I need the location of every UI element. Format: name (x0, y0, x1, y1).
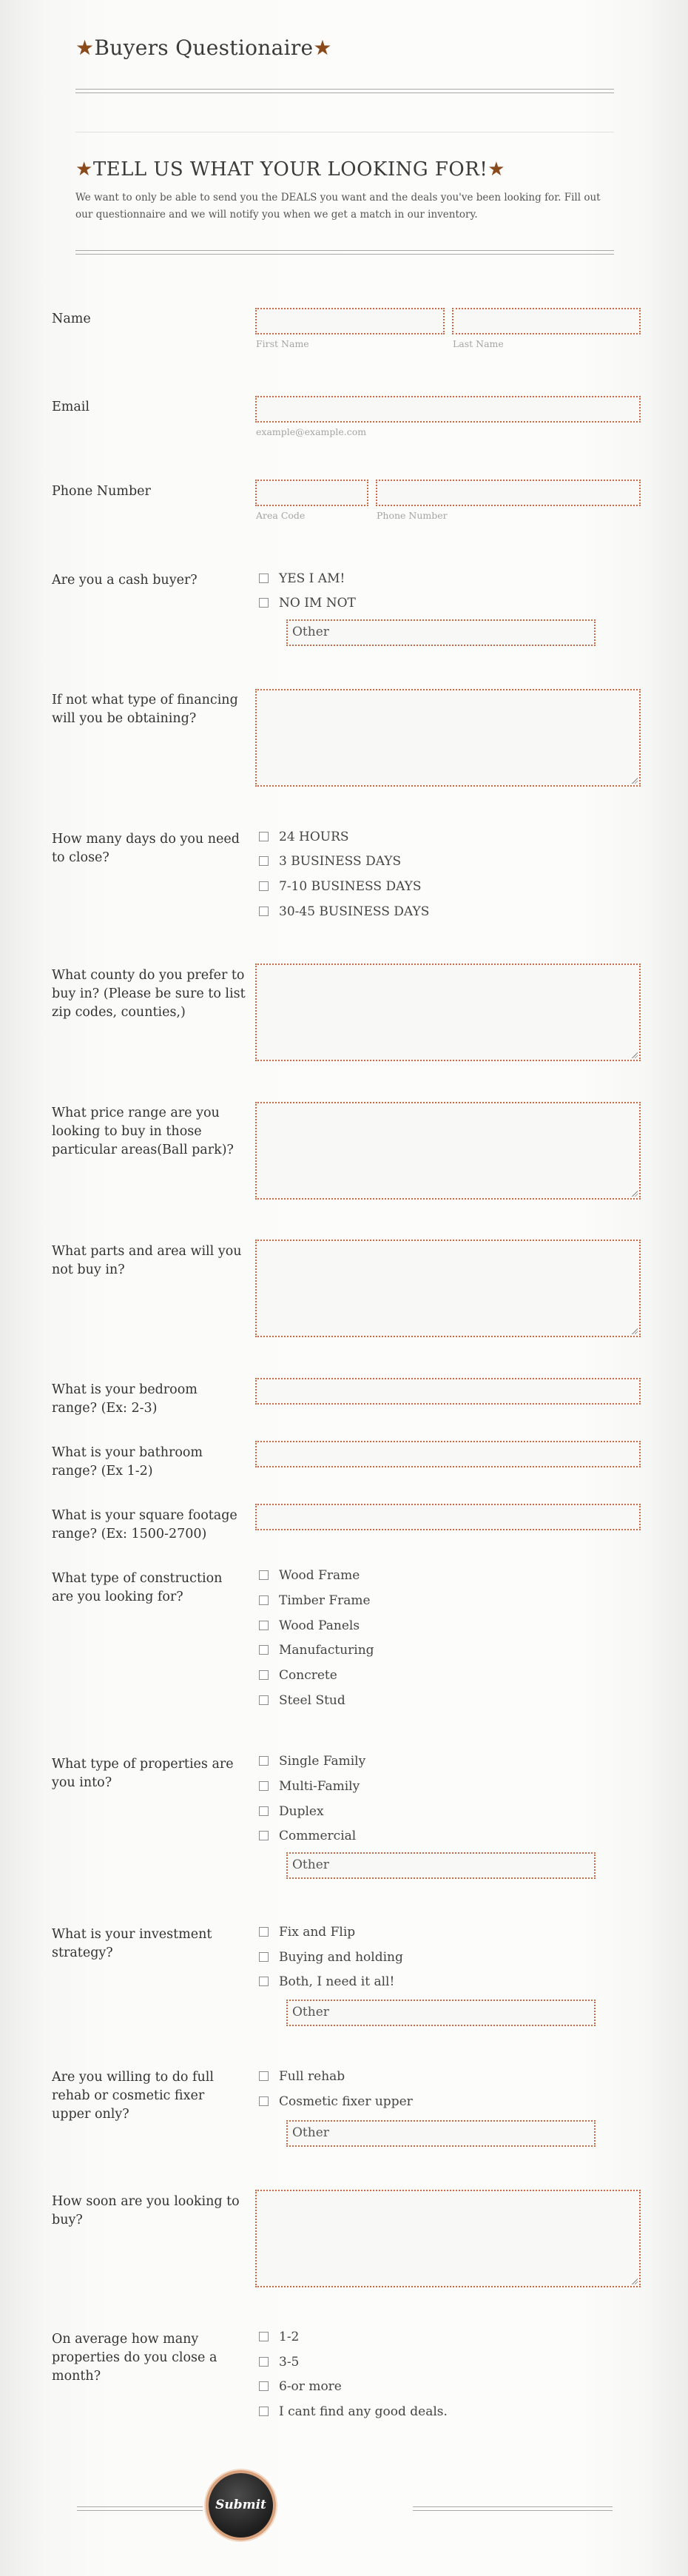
first-name-sublabel: First Name (256, 338, 309, 349)
bathroom-label: What is your bathroom range? (Ex 1-2) (52, 1445, 203, 1479)
checkbox[interactable] (259, 574, 269, 583)
checkbox[interactable] (259, 1595, 269, 1605)
option-label: Single Family (279, 1754, 366, 1769)
option-label: Manufacturing (279, 1643, 374, 1658)
form-title-text: Buyers Questionaire (94, 36, 314, 60)
checkbox[interactable] (259, 1977, 269, 1986)
option-label: Concrete (279, 1668, 337, 1683)
checkbox-option[interactable] (259, 2329, 299, 2345)
option-label: 1-2 (279, 2330, 300, 2344)
checkbox[interactable] (259, 1927, 269, 1937)
checkbox[interactable] (259, 2357, 269, 2367)
checkbox-option[interactable] (259, 1753, 365, 1769)
checkbox[interactable] (259, 1806, 269, 1816)
phone-label: Phone Number (52, 484, 151, 499)
construction-label: What type of construction are you looking for? (52, 1571, 223, 1604)
star-icon: ★ (488, 158, 506, 181)
checkbox[interactable] (259, 1695, 269, 1705)
checkbox-option[interactable] (259, 1949, 403, 1965)
checkbox-option[interactable] (259, 571, 345, 587)
checkbox-option[interactable] (259, 904, 429, 920)
option-label: NO IM NOT (279, 596, 356, 611)
option-label: 6-or more (279, 2379, 342, 2394)
checkbox-option[interactable] (259, 1567, 360, 1584)
bathroom-input[interactable] (255, 1441, 641, 1467)
bedroom-input[interactable] (255, 1378, 641, 1405)
checkbox[interactable] (259, 1952, 269, 1962)
county-textarea[interactable] (255, 964, 641, 1061)
area-code-input[interactable] (255, 480, 368, 506)
option-label: 24 HOURS (279, 830, 349, 844)
other-input[interactable]: Other (286, 2120, 596, 2147)
excluded-areas-label: What parts and area will you not buy in? (52, 1244, 242, 1277)
checkbox[interactable] (259, 2381, 269, 2391)
excluded-areas-textarea[interactable] (255, 1240, 641, 1337)
star-icon: ★ (313, 36, 332, 60)
checkbox-option[interactable] (259, 878, 422, 895)
star-icon: ★ (75, 158, 93, 181)
checkbox[interactable] (259, 2096, 269, 2106)
checkbox-option[interactable] (259, 1803, 324, 1820)
email-sublabel: example@example.com (256, 426, 367, 437)
star-icon: ★ (75, 36, 95, 60)
price-range-label: What price range are you looking to buy in those particular areas(Ball park)? (52, 1106, 234, 1157)
checkbox-option[interactable] (259, 1618, 360, 1634)
checkbox[interactable] (259, 1670, 269, 1680)
option-label: Wood Panels (279, 1618, 360, 1633)
option-label: Timber Frame (279, 1593, 371, 1608)
option-label: Fix and Flip (279, 1925, 356, 1940)
square-footage-input[interactable] (255, 1504, 641, 1530)
option-label: Steel Stud (279, 1693, 345, 1708)
checkbox[interactable] (259, 2407, 269, 2416)
checkbox-option[interactable] (259, 1667, 337, 1684)
checkbox-option[interactable] (259, 1778, 360, 1795)
first-name-input[interactable] (255, 308, 445, 334)
option-label: Multi-Family (279, 1779, 360, 1794)
option-label: Commercial (279, 1829, 357, 1843)
property-type-label: What type of properties are you into? (52, 1757, 234, 1790)
phone-number-sublabel: Phone Number (377, 510, 448, 521)
checkbox[interactable] (259, 2332, 269, 2341)
option-label: Duplex (279, 1804, 324, 1819)
phone-number-input[interactable] (376, 480, 641, 506)
option-label: Both, I need it all! (279, 1974, 395, 1989)
option-label: YES I AM! (279, 571, 345, 586)
section-description: We want to only be able to send you the DEALS you want and the deals you've been looking for. Fill out our questionnaire and we will notify you when we get a match in our inventory. (75, 192, 601, 221)
checkbox[interactable] (259, 881, 269, 891)
checkbox-option[interactable] (259, 2068, 345, 2085)
checkbox[interactable] (259, 2071, 269, 2081)
divider (75, 89, 614, 93)
checkbox[interactable] (259, 1756, 269, 1766)
option-label: 3 BUSINESS DAYS (279, 854, 402, 869)
checkbox-option[interactable] (259, 1924, 355, 1940)
section-title-text: TELL US WHAT YOUR LOOKING FOR! (92, 158, 488, 181)
last-name-sublabel: Last Name (453, 338, 504, 349)
option-label: 3-5 (279, 2355, 300, 2370)
checkbox-option[interactable] (259, 2378, 342, 2395)
price-range-textarea[interactable] (255, 1102, 641, 1200)
divider (75, 250, 614, 255)
option-label: Wood Frame (279, 1568, 360, 1583)
how-soon-label: How soon are you looking to buy? (52, 2194, 240, 2227)
average-closings-label: On average how many properties do you close a month? (52, 2332, 217, 2384)
checkbox[interactable] (259, 1570, 269, 1580)
option-label: Full rehab (279, 2069, 345, 2084)
checkbox[interactable] (259, 1621, 269, 1630)
financing-label: If not what type of financing will you be obtaining? (52, 693, 238, 726)
last-name-input[interactable] (452, 308, 641, 334)
how-soon-textarea[interactable] (255, 2190, 641, 2287)
option-label: 7-10 BUSINESS DAYS (279, 879, 422, 894)
checkbox-option[interactable] (259, 2354, 299, 2370)
option-label: Buying and holding (279, 1950, 403, 1965)
checkbox-option[interactable] (259, 2404, 448, 2420)
checkbox[interactable] (259, 907, 269, 916)
checkbox-option[interactable] (259, 1593, 371, 1609)
cash-buyer-label: Are you a cash buyer? (52, 573, 198, 588)
checkbox[interactable] (259, 856, 269, 866)
checkbox-option[interactable] (259, 2094, 413, 2110)
investment-strategy-label: What is your investment strategy? (52, 1927, 212, 1960)
checkbox[interactable] (259, 1645, 269, 1655)
other-input[interactable]: Other (286, 1852, 596, 1879)
divider (77, 2506, 203, 2511)
checkbox-option[interactable] (259, 1828, 356, 1844)
name-label: Name (52, 312, 91, 326)
submit-button[interactable]: Submit (206, 2470, 276, 2540)
rehab-label: Are you willing to do full rehab or cosmetic fixer upper only? (52, 2070, 214, 2122)
area-code-sublabel: Area Code (256, 510, 306, 521)
checkbox-option[interactable] (259, 1642, 374, 1658)
divider (413, 2506, 613, 2511)
checkbox[interactable] (259, 598, 269, 608)
option-label: I cant find any good deals. (279, 2404, 448, 2419)
checkbox[interactable] (259, 1831, 269, 1840)
square-footage-label: What is your square footage range? (Ex: 1500-2700) (52, 1508, 237, 1541)
checkbox[interactable] (259, 832, 269, 841)
email-label: Email (52, 400, 90, 414)
email-input[interactable] (255, 396, 641, 423)
checkbox-option[interactable] (259, 1974, 394, 1990)
form-title (75, 36, 332, 60)
bedroom-label: What is your bedroom range? (Ex: 2-3) (52, 1382, 198, 1416)
checkbox-option[interactable] (259, 853, 401, 870)
days-to-close-label: How many days do you need to close? (52, 832, 240, 865)
checkbox-option[interactable] (259, 595, 356, 611)
financing-textarea[interactable] (255, 689, 641, 787)
other-input[interactable]: Other (286, 2000, 596, 2026)
other-input[interactable]: Other (286, 619, 596, 646)
checkbox-option[interactable] (259, 1692, 345, 1709)
checkbox[interactable] (259, 1781, 269, 1791)
option-label: 30-45 BUSINESS DAYS (279, 904, 430, 919)
option-label: Cosmetic fixer upper (279, 2094, 413, 2109)
checkbox-option[interactable] (259, 829, 349, 845)
county-label: What county do you prefer to buy in? (Please be sure to list zip codes, counties,) (52, 968, 246, 1020)
section-title (75, 158, 505, 181)
